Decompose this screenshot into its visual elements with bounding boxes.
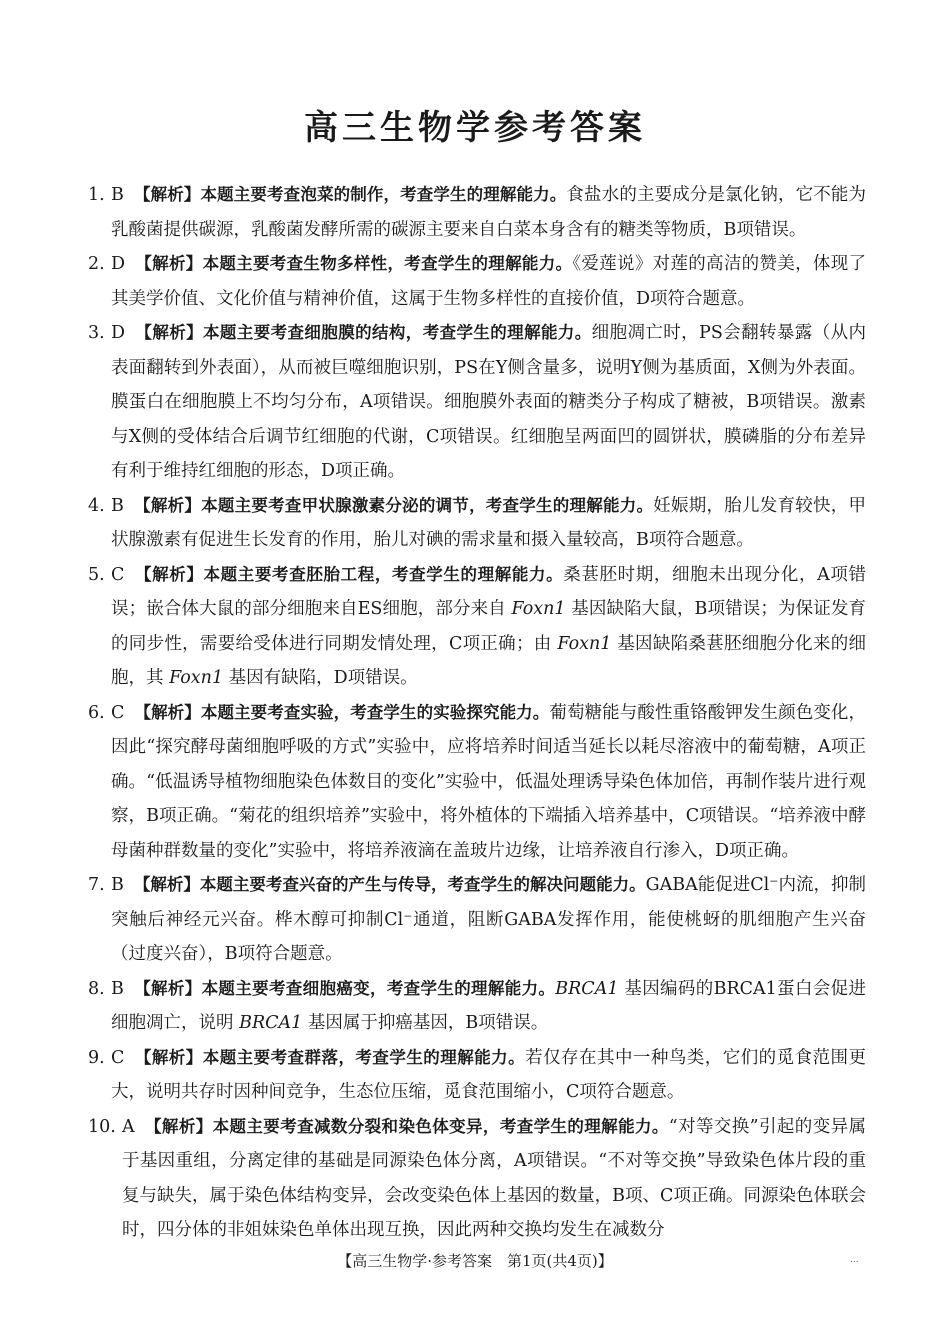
answer-item-8: [88, 972, 866, 1041]
item-answer: C: [111, 564, 125, 585]
gene-name: Foxn1: [557, 633, 612, 654]
gene-name: BRCA1: [239, 1013, 303, 1033]
answer-item-5: [88, 558, 866, 696]
page-title: 高三生物学参考答案: [304, 108, 646, 148]
item-number: 4.: [88, 495, 105, 516]
item-number: 2.: [88, 254, 105, 274]
item-answer: D: [111, 323, 126, 343]
item-lead: 【解析】本题主要考查甲状腺激素分泌的调节，考查学生的理解能力。: [133, 495, 654, 515]
item-body: 基因编码的BRCA1蛋白会促进细胞凋亡，说明: [111, 978, 866, 1033]
item-body: “对等交换”引起的变异属于基因重组，分离定律的基础是同源染色体分离，A项错误。“不对等交换”导致染色体片段的重复与缺失，属于染色体结构变异，会改变染色体上基因的数量，B项、C项正确。同源染色体联会时，四分体的非姐妹染色单体出现互换，因此两种交换均发生在减数分: [122, 1116, 866, 1240]
item-body: 若仅存在其中一种鸟类，它们的觅食范围更大，说明共存时因种间竞争，生态位压缩，觅食范围缩小，C项符合题意。: [111, 1047, 867, 1102]
answer-item-4: [88, 489, 866, 558]
answer-item-6: [88, 696, 866, 869]
item-number: 3.: [88, 323, 105, 343]
item-body: GABA能促进Cl⁻内流，抑制突触后神经元兴奋。桦木醇可抑制Cl⁻通道，阻断GABA发挥作用，能使桃蚜的肌细胞产生兴奋（过度兴奋），B项符合题意。: [111, 875, 867, 964]
gene-name: BRCA1: [555, 978, 619, 999]
gene-name: Foxn1: [169, 668, 224, 688]
item-lead: 【解析】本题主要考查泡菜的制作，考查学生的理解能力。: [133, 185, 567, 204]
item-number: 8.: [88, 978, 105, 999]
item-body: 基因有缺陷，D项错误。: [228, 668, 418, 688]
item-answer: C: [111, 1047, 125, 1068]
item-body: 葡萄糖能与酸性重铬酸钾发生颜色变化，因此“探究酵母菌细胞呼吸的方式”实验中，应将培养时间适当延长以耗尽溶液中的葡萄糖，A项正确。“低温诱导植物细胞染色体数目的变化”实验中，低温处理诱导染色体加倍，再制作装片进行观察，B项正确。“菊花的组织培养”实验中，将外植体的下端插入培养基中，C项错误。“培养液中酵母菌种群数量的变化”实验中，将培养液滴在盖玻片边缘，让培养液自行渗入，D项正确。: [111, 702, 867, 861]
item-number: 7.: [88, 875, 105, 895]
item-lead: 【解析】本题主要考查生物多样性，考查学生的理解能力。: [135, 254, 573, 273]
answer-item-2: [88, 247, 866, 316]
answer-item-3: [88, 316, 866, 489]
item-body: 基因缺陷大鼠，B项错误；为保证发育的同步性，需要给受体进行同期发情处理，C项正确；由: [111, 599, 866, 654]
item-body: 基因缺陷桑葚胚细胞分化来的细胞，其: [111, 633, 866, 688]
item-number: 10.: [88, 1116, 116, 1137]
item-lead: 【解析】本题主要考查细胞癌变，考查学生的理解能力。: [133, 978, 556, 998]
item-body: 基因属于抑癌基因，B项错误。: [307, 1013, 549, 1033]
item-answer: D: [111, 254, 126, 274]
footer-mark: ...: [850, 1255, 859, 1265]
item-number: 6.: [88, 702, 105, 723]
gene-name: Foxn1: [511, 599, 566, 619]
item-answer: B: [111, 875, 124, 895]
item-lead: 【解析】本题主要考查群落，考查学生的理解能力。: [134, 1047, 526, 1067]
item-lead: 【解析】本题主要考查兴奋的产生与传导，考查学生的解决问题能力。: [133, 875, 646, 894]
item-number: 1.: [88, 185, 105, 205]
item-body: 细胞凋亡时，PS会翻转暴露（从内表面翻转到外表面），从而被巨噬细胞识别，PS在Y侧含量多，说明Y侧为基质面，X侧为外表面。膜蛋白在细胞膜上不均匀分布，A项错误。细胞膜外表面的糖类分子构成了糖被，B项错误。激素与X侧的受体结合后调节红细胞的代谢，C项错误。红细胞呈两面凹的圆饼状，膜磷脂的分布差异有利于维持红细胞的形态，D项正确。: [111, 323, 867, 481]
item-body: 食盐水的主要成分是氯化钠，它不能为乳酸菌提供碳源，乳酸菌发酵所需的碳源主要来自白菜本身含有的糖类等物质，B项错误。: [111, 185, 867, 240]
item-lead: 【解析】本题主要考查细胞膜的结构，考查学生的理解能力。: [135, 323, 592, 342]
item-answer: B: [111, 185, 124, 205]
answer-list: [88, 178, 866, 1248]
item-lead: 【解析】本题主要考查实验，考查学生的实验探究能力。: [134, 702, 550, 722]
item-body: 桑葚胚时期，细胞未出现分化，A项错误；嵌合体大鼠的部分细胞来自ES细胞，部分来自: [111, 564, 867, 619]
item-answer: C: [111, 702, 125, 723]
item-answer: B: [111, 978, 124, 999]
item-number: 9.: [88, 1047, 105, 1068]
answer-item-10: [88, 1110, 866, 1248]
answer-item-9: [88, 1041, 866, 1110]
answer-item-7: [88, 868, 866, 972]
item-lead: 【解析】本题主要考查减数分裂和染色体变异，考查学生的理解能力。: [144, 1116, 669, 1136]
item-body: 《爱莲说》对莲的高洁的赞美，体现了其美学价值、文化价值与精神价值，这属于生物多样性的直接价值，D项符合题意。: [111, 254, 867, 309]
item-number: 5.: [88, 564, 105, 585]
answer-item-1: [88, 178, 866, 247]
page-footer: 【高三生物学·参考答案 第1页(共4页)】: [337, 1252, 613, 1270]
item-answer: B: [111, 495, 124, 516]
item-answer: A: [122, 1116, 135, 1137]
item-body: 妊娠期，胎儿发育较快，甲状腺激素有促进生长发育的作用，胎儿对碘的需求量和摄入量较高，B项符合题意。: [111, 495, 867, 550]
item-lead: 【解析】本题主要考查胚胎工程，考查学生的理解能力。: [134, 564, 564, 584]
